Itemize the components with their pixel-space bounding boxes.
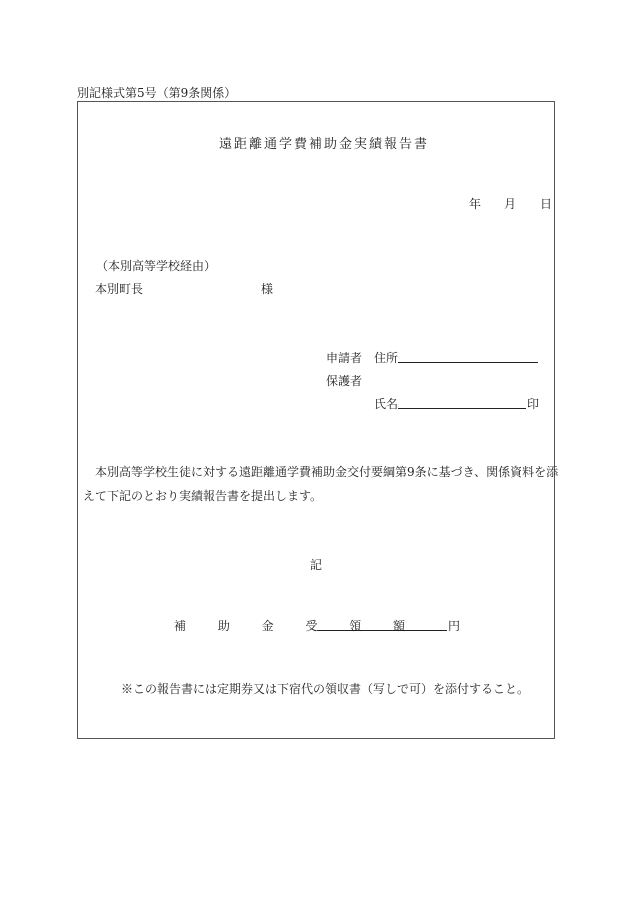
date-day: 日 [540,197,553,211]
seal-mark: 印 [527,397,540,411]
attachment-note: ※この報告書には定期券又は下宿代の領収書（写しで可）を添付すること。 [121,682,530,696]
addressee-honorific: 様 [261,282,274,296]
date-month: 月 [504,197,517,211]
ki-label: 記 [310,558,323,572]
amount-unit: 円 [448,619,461,633]
address-field[interactable] [398,350,538,366]
guardian-role-label: 保護者 [326,374,363,388]
applicant-role-label: 申請者 [326,351,363,365]
form-frame [77,101,555,739]
form-number: 別記様式第5号（第9条関係） [77,86,237,100]
date-year: 年 [469,197,482,211]
name-field[interactable] [398,396,526,412]
body-text-line-2: えて下記のとおり実績報告書を提出します。 [83,489,323,503]
via-school: （本別高等学校経由） [96,259,217,273]
amount-label: 補 助 金 受 領 額 [174,619,420,633]
name-label: 氏名 [374,397,399,411]
body-text-line-1: 本別高等学校生徒に対する遠距離通学費補助金交付要綱第9条に基づき、関係資料を添 [95,465,559,479]
address-label: 住所 [374,351,399,365]
addressee-name: 本別町長 [95,282,144,296]
document-title: 遠距離通学費補助金実績報告書 [219,137,430,152]
amount-field[interactable] [317,618,447,634]
